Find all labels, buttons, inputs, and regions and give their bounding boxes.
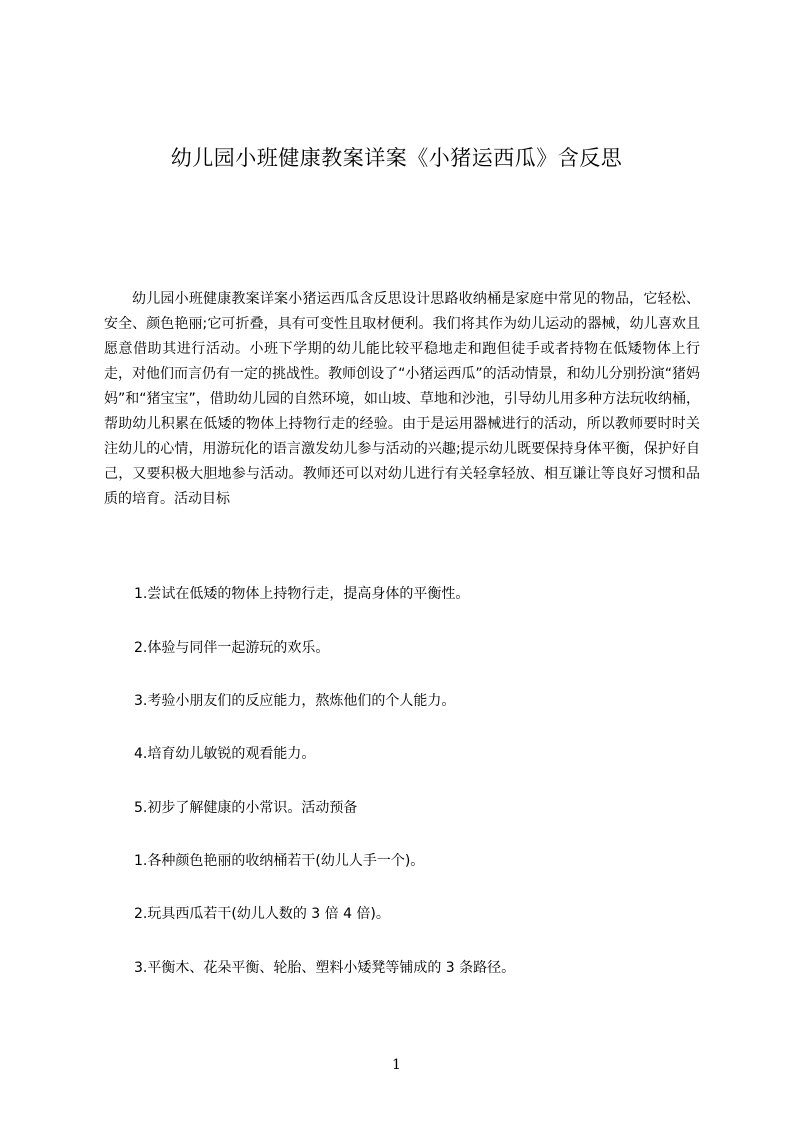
goal-item-2: 2.体验与同伴一起游玩的欢乐。 xyxy=(134,640,330,656)
prep-item-2: 2.玩具西瓜若干(幼儿人数的 3 倍 4 倍)。 xyxy=(134,906,390,922)
prep-item-1: 1.各种颜色艳丽的收纳桶若干(幼儿人手一个)。 xyxy=(134,853,425,869)
goal-item-4: 4.培育幼儿敏锐的观看能力。 xyxy=(134,746,316,762)
goal-item-3: 3.考验小朋友们的反应能力，熬炼他们的个人能力。 xyxy=(134,693,456,709)
goal-item-1: 1.尝试在低矮的物体上持物行走，提高身体的平衡性。 xyxy=(134,586,470,602)
page-number: 1 xyxy=(392,1057,401,1073)
goal-item-5: 5.初步了解健康的小常识。活动预备 xyxy=(134,800,358,816)
page-title: 幼儿园小班健康教案详案《小猪运西瓜》含反思 xyxy=(170,146,623,170)
prep-item-3: 3.平衡木、花朵平衡、轮胎、塑料小矮凳等铺成的 3 条路径。 xyxy=(134,960,516,976)
intro-paragraph: 幼儿园小班健康教案详案小猪运西瓜含反思设计思路收纳桶是家庭中常见的物品，它轻松、安全、颜色艳丽;它可折叠，具有可变性且取材便利。我们将其作为幼儿运动的器械，幼儿喜欢且愿意借助其进行活动。小班下学期的幼儿能比较平稳地走和跑但徒手或者持物在低矮物体上行走，对他们而言仍有一定的挑战性。教师创设了“小猪运西瓜”的活动情景，和幼儿分别扮演“猪妈妈”和“猪宝宝”，借助幼儿园的自然环境，如山坡、草地和沙池，引导幼儿用多种方法玩收纳桶，帮助幼儿积累在低矮的物体上持物行走的经验。由于是运用器械进行的活动，所以教师要时时关注幼儿的心情，用游玩化的语言激发幼儿参与活动的兴趣;提示幼儿既要保持身体平衡，保护好自己，又要积极大胆地参与活动。教师还可以对幼儿进行有关轻拿轻放、相互谦让等良好习惯和品质的培育。活动目标 xyxy=(104,291,700,507)
